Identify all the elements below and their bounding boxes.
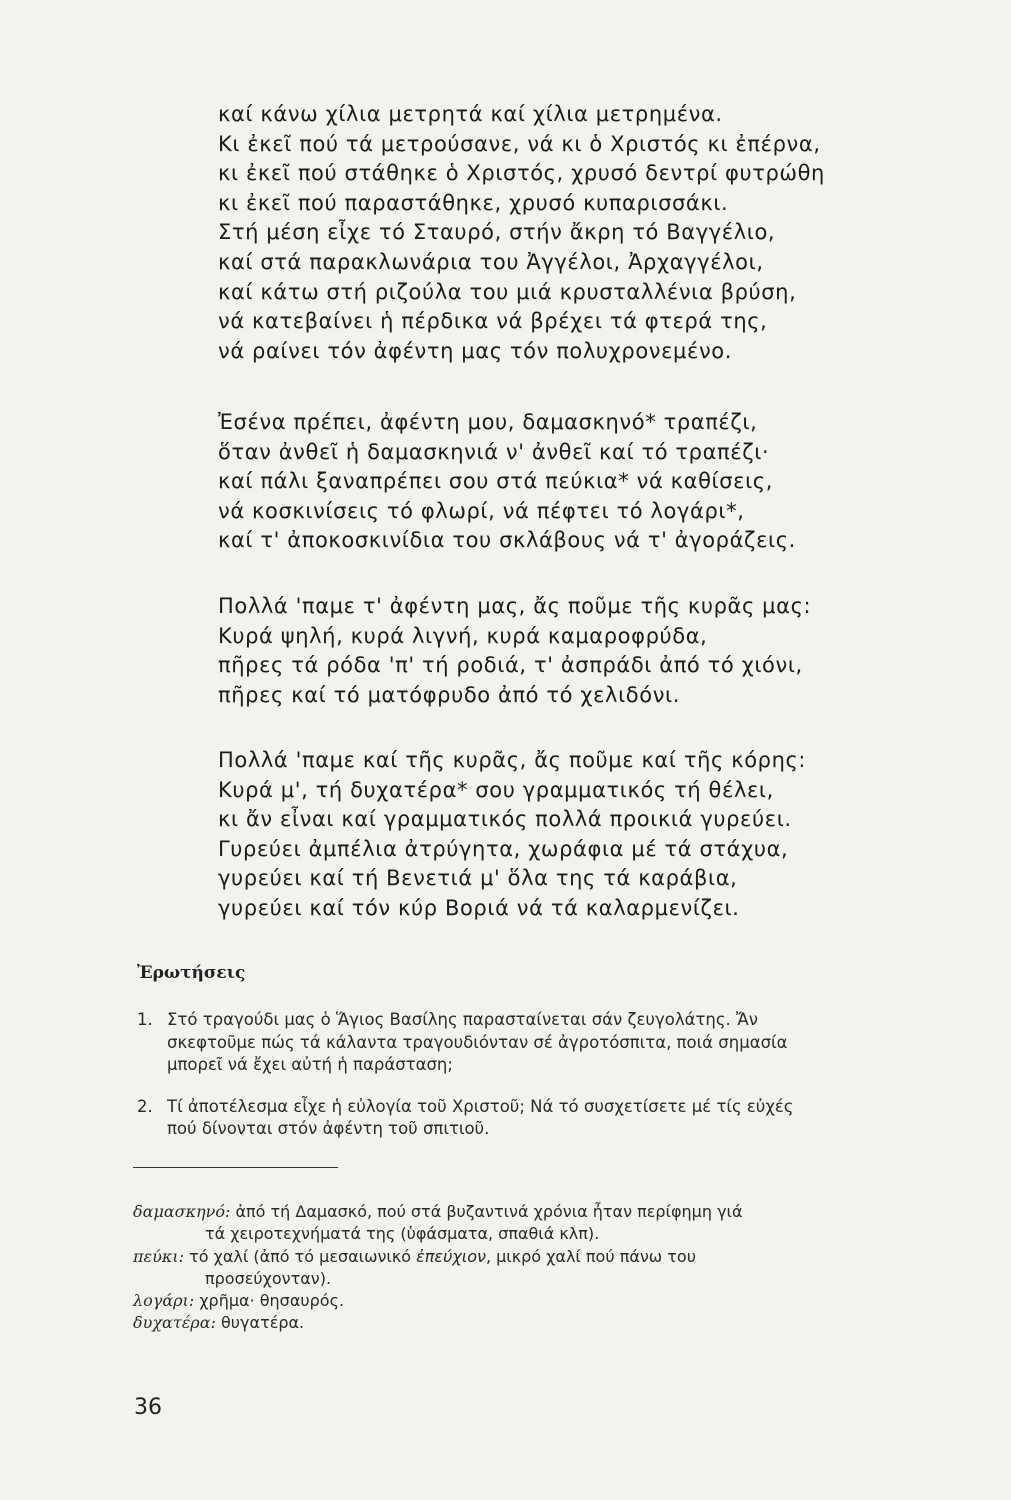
stanza-2 [218,408,796,556]
questions-heading: Ἐρωτήσεις [137,963,246,983]
question-item [137,1009,977,1077]
poem-line: Στή μέση εἶχε τό Σταυρό, στήν ἄκρη τό Βαγγέλιο, [218,220,776,245]
poem-line: νά ραίνει τόν ἀφέντη μας τόν πολυχρονεμένο. [218,338,733,363]
question-number: 2. [137,1096,153,1116]
poem-line: καί κάτω στή ριζούλα του μιά κρυσταλλένια βρύση, [218,279,797,304]
footnote-divider [133,1167,338,1168]
footnote-definition [189,1247,696,1266]
question-line: μπορεῖ νά ἔχει αὐτή ἡ παράσταση; [167,1055,453,1074]
poem-line: Πολλά 'παμε τ' ἀφέντη μας, ἄς ποῦμε τῆς κυρᾶς μας: [218,594,812,618]
poem-line: Κυρά ψηλή, κυρά λιγνή, κυρά καμαροφρύδα, [218,623,708,648]
stanza-1 [218,100,825,366]
poem-line: Κυρά μ', τή δυχατέρα* σου γραμματικός τή θέλει, [218,777,774,802]
poem-line: κι ἄν εἶναι καί γραμματικός πολλά προικιά γυρεύει. [218,807,792,832]
poem-line: καί πάλι ξαναπρέπει σου στά πεύκια* νά καθίσεις, [218,469,774,494]
footnote-item [133,1246,983,1291]
page-number: 36 [134,1395,162,1420]
footnotes [133,1201,983,1335]
footnote-term: πεύκι: [133,1246,184,1266]
footnote-continuation: τά χειροτεχνήματά της (ὑφάσματα, σπαθιά κλπ). [205,1224,600,1244]
footnote-term: λογάρι: [133,1291,195,1311]
poem-line: καί στά παρακλωνάρια του Ἀγγέλοι, Ἀρχαγγέλοι, [218,249,764,274]
footnote-definition-part: , μικρό χαλί πού πάνω του [485,1246,696,1266]
poem-line: καί κάνω χίλια μετρητά καί χίλια μετρημένα. [218,102,723,126]
poem-line: πῆρες καί τό ματόφρυδο ἀπό τό χελιδόνι. [218,682,681,707]
poem-line: νά κοσκινίσεις τό φλωρί, νά πέφτει τό λογάρι*, [218,498,745,523]
footnote-continuation: προσεύχονταν). [205,1268,332,1288]
stanza-4 [218,746,806,924]
poem-line: ὅταν ἀνθεῖ ἡ δαμασκηνιά ν' ἀνθεῖ καί τό τραπέζι· [218,439,770,464]
question-line: πού δίνονται στόν ἀφέντη τοῦ σπιτιοῦ. [167,1119,490,1138]
question-line: Τί ἀποτέλεσμα εἶχε ἡ εὐλογία τοῦ Χριστοῦ; Νά τό συσχετίσετε μέ τίς εὐχές [167,1096,794,1116]
footnote-definition: ἀπό τή Δαμασκό, πού στά βυζαντινά χρόνια ἦταν περίφημη γιά [235,1202,743,1221]
footnote-definition-part: τό χαλί (ἀπό τό μεσαιωνικό [189,1246,412,1266]
question-line: σκεφτοῦμε πώς τά κάλαντα τραγουδιόνταν σέ ἀγροτόσπιτα, ποιά σημασία [167,1032,788,1052]
poem-line: κι ἐκεῖ πού παραστάθηκε, χρυσό κυπαρισσάκι. [218,190,729,215]
poem-line: Πολλά 'παμε καί τῆς κυρᾶς, ἄς ποῦμε καί τῆς κόρης: [218,748,807,772]
questions-list [137,1009,977,1141]
poem-line: νά κατεβαίνει ἡ πέρδικα νά βρέχει τά φτερά της, [218,309,768,334]
question-number: 1. [137,1010,153,1029]
poem-line: Γυρεύει ἀμπέλια ἀτρύγητα, χωράφια μέ τά στάχυα, [218,836,789,861]
footnote-definition: θυγατέρα. [221,1313,305,1333]
poem-line: πῆρες τά ρόδα 'π' τή ροδιά, τ' ἀσπράδι ἀπό τό χιόνι, [218,653,803,678]
poem-line: γυρεύει καί τή Βενετιά μ' ὅλα της τά καράβια, [218,866,738,891]
footnote-definition: χρῆμα· θησαυρός. [199,1291,345,1311]
footnote-item [133,1312,983,1334]
stanza-3 [218,592,811,710]
poem-line: κι ἐκεῖ πού στάθηκε ὁ Χριστός, χρυσό δεντρί φυτρώθη [218,161,825,186]
poem-line: γυρεύει καί τόν κύρ Βοριά νά τά καλαρμενίζει. [218,895,740,920]
question-item [137,1096,977,1141]
footnote-term: δυχατέρα: [133,1313,216,1333]
poem-line: Κι ἐκεῖ πού τά μετρούσανε, νά κι ὁ Χριστός κι ἐπέρνα, [218,131,821,156]
footnote-item [133,1201,983,1246]
question-line: Στό τραγούδι μας ὁ Ἅγιος Βασίλης παρασταίνεται σάν ζευγολάτης. Ἄν [167,1010,758,1029]
footnote-term: δαμασκηνό: [133,1202,231,1221]
poem-line: καί τ' ἀποκοσκινίδια του σκλάβους νά τ' ἀγοράζεις. [218,528,796,553]
footnote-definition-italic: ἐπεύχιον [416,1246,486,1266]
footnote-item [133,1290,983,1312]
poem-line: Ἐσένα πρέπει, ἀφέντη μου, δαμασκηνό* τραπέζι, [218,410,758,434]
